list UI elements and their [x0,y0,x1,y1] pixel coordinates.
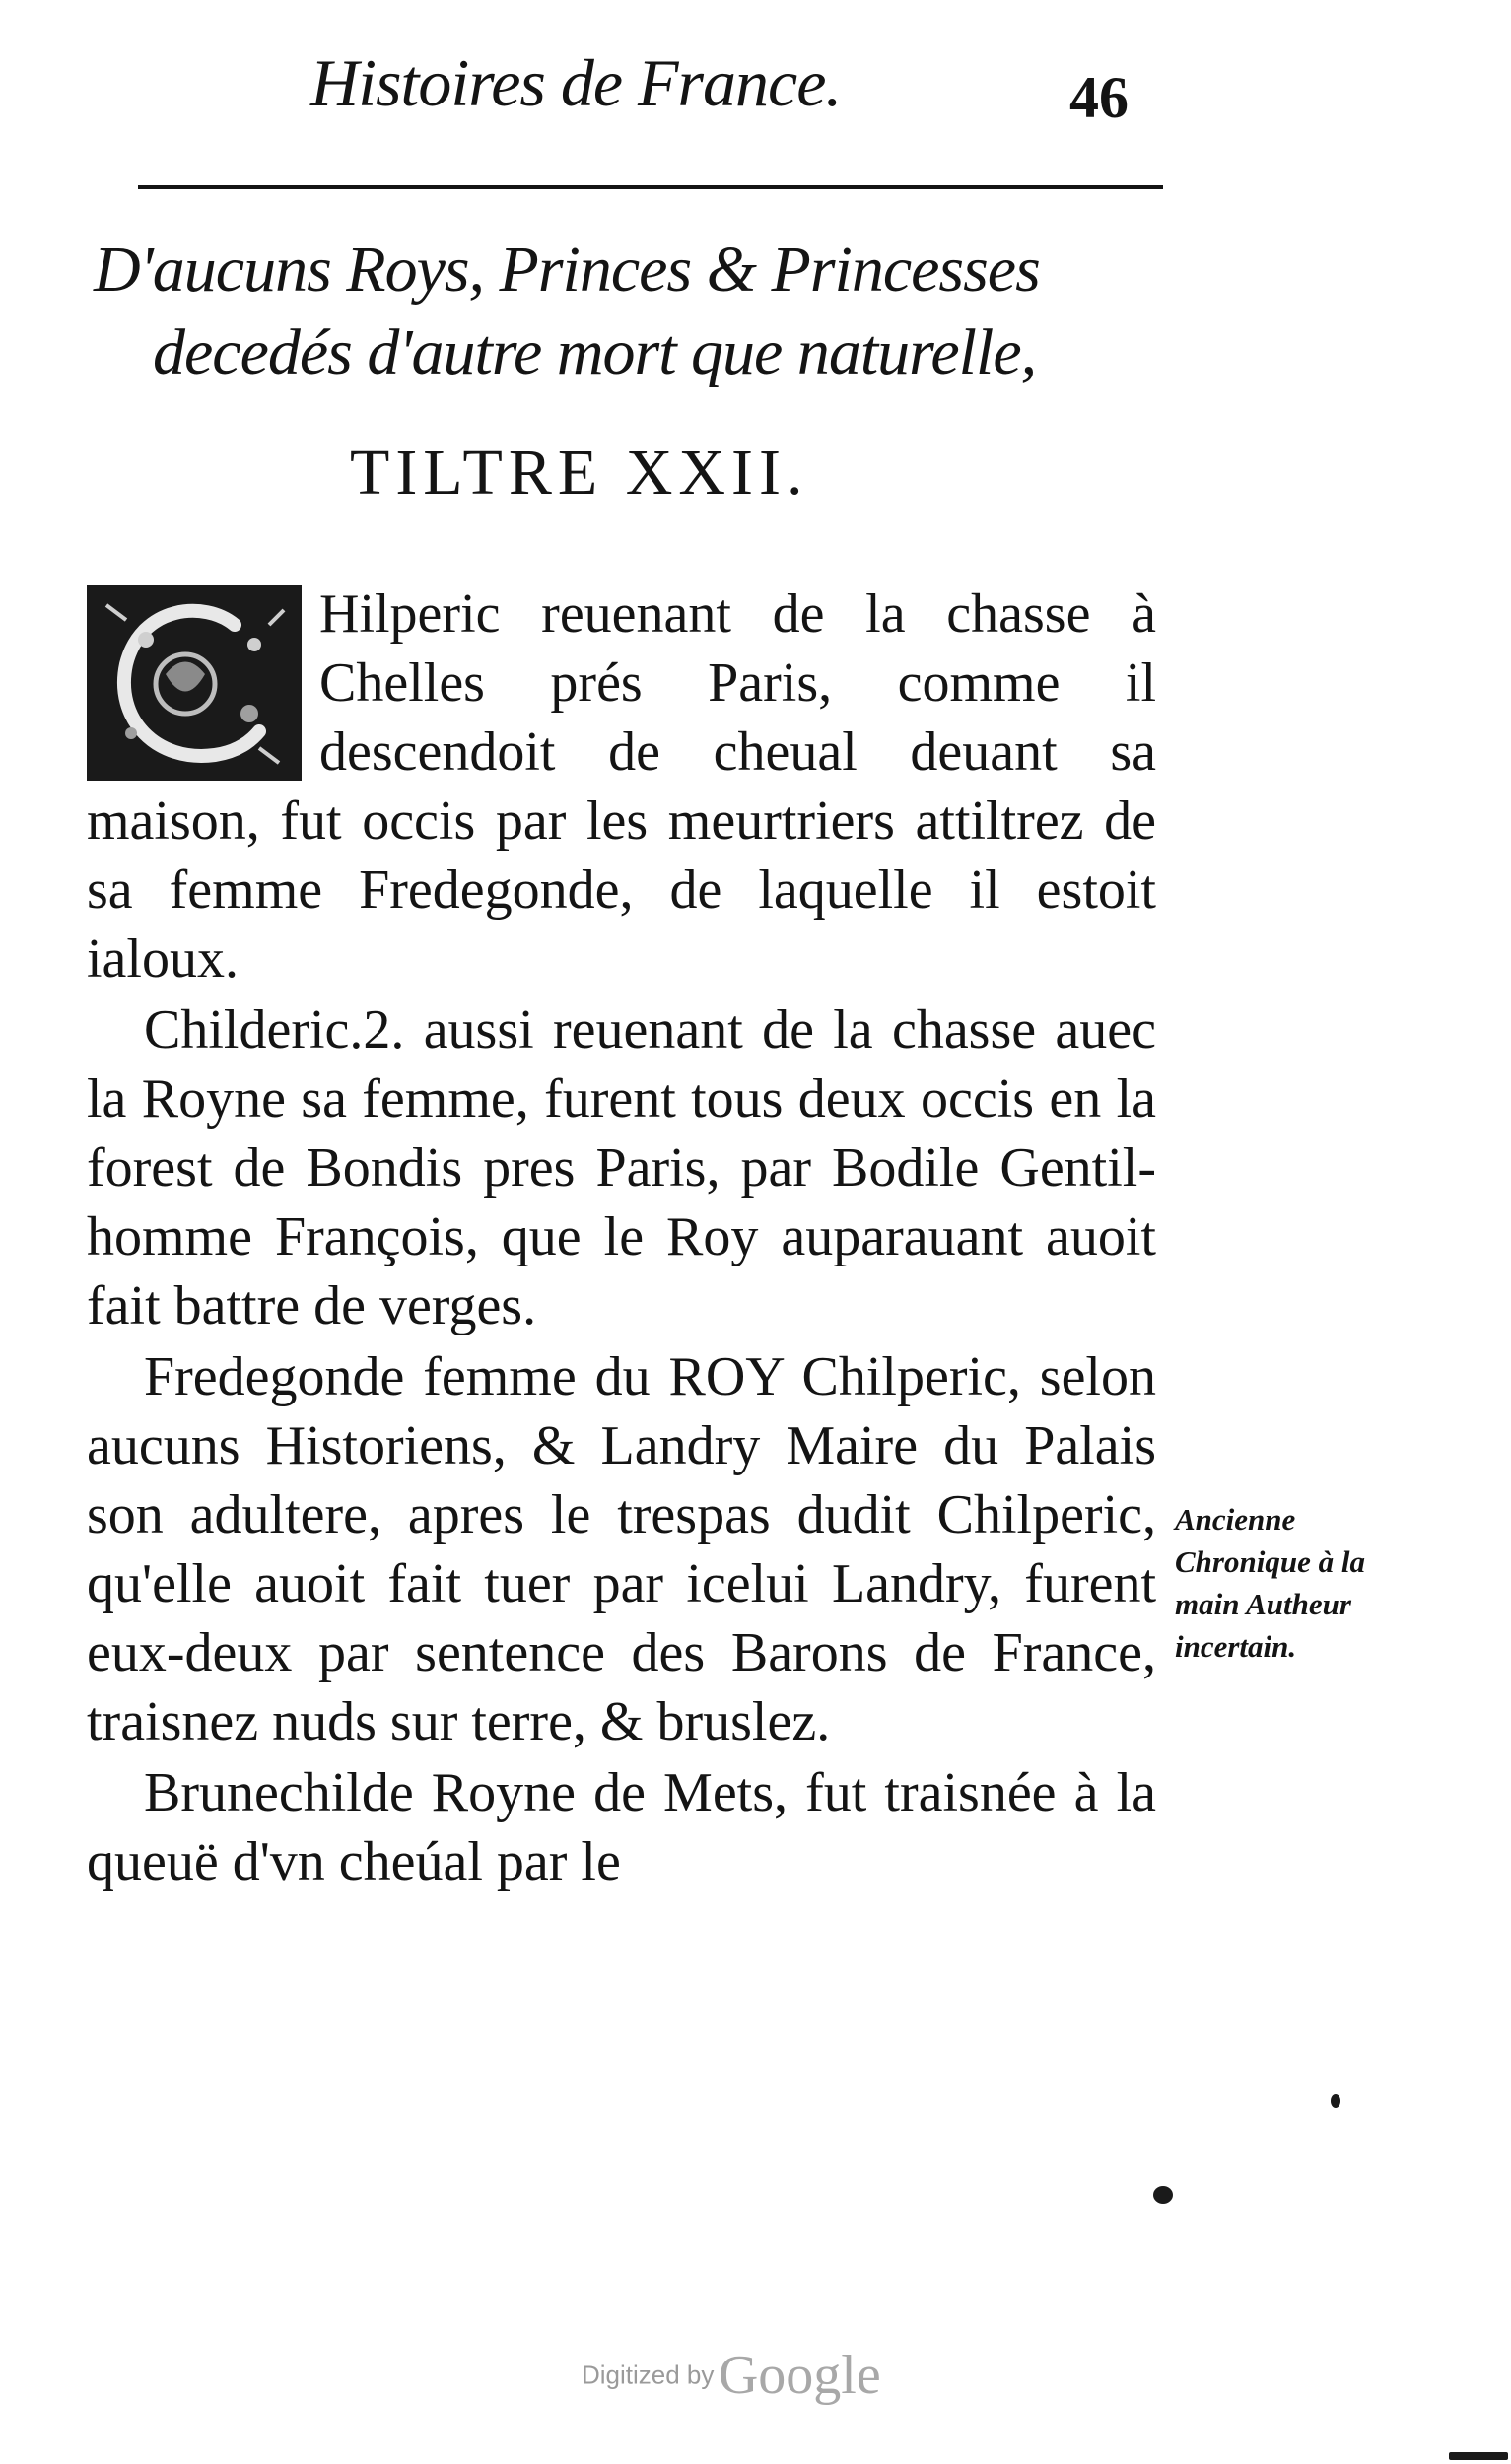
ornamental-initial-c-icon [87,585,302,781]
google-brand: Google [718,2345,881,2406]
page-number: 46 [1069,65,1129,130]
marginal-note: Ancienne Chronique à la main Autheur incertain. [1175,1502,1365,1664]
paragraph-2: Childeric.2. aussi reuenant de la chasse auec la Royne sa femme, furent tous deux occis en la forest de Bondis pres Paris, par Bodile Gentil-homme François, que le Roy auparauant auoit fait battre de verges. [87,999,1156,1336]
header-rule [138,185,1163,189]
digitized-watermark [582,2344,881,2407]
paragraph-3: Fredegonde femme du ROY Chilperic, selon aucuns Historiens, & Landry Maire du Palais son adultere, apres le trespas dudit Chilperic, qu'elle auoit fait tuer par icelui Landry, furent eux-deux par sentence des Barons de France, traisnez nuds sur terre, & bruslez. [87,1346,1156,1752]
running-title: Histoires de France. [310,45,842,120]
digitized-label: Digitized by [582,2360,715,2390]
chapter-heading-line-2: decedés d'autre mort que naturelle, [153,316,1037,388]
title-number: TILTRE XXII. [350,437,809,509]
paragraph-4: Brunechilde Royne de Mets, fut traisnée à la queuë d'vn cheúal par le [87,1762,1156,1892]
ink-blot-mark [1331,2094,1340,2108]
body-text [87,580,1156,1898]
chapter-heading [94,229,1198,394]
ink-blot-mark [1153,2186,1173,2204]
chapter-heading-line-1: D'aucuns Roys, Princes & Princesses [94,234,1040,306]
paragraph-1 [87,580,1156,993]
ink-blot-mark [1449,2452,1508,2460]
paragraph-1-text: Hilperic reuenant de la chasse à Chelles prés Paris, comme il descendoit de cheual deuant sa maison, fut occis par les meurtriers attiltrez de sa femme Fredegonde, de laquelle il estoit ialoux. [87,583,1156,990]
